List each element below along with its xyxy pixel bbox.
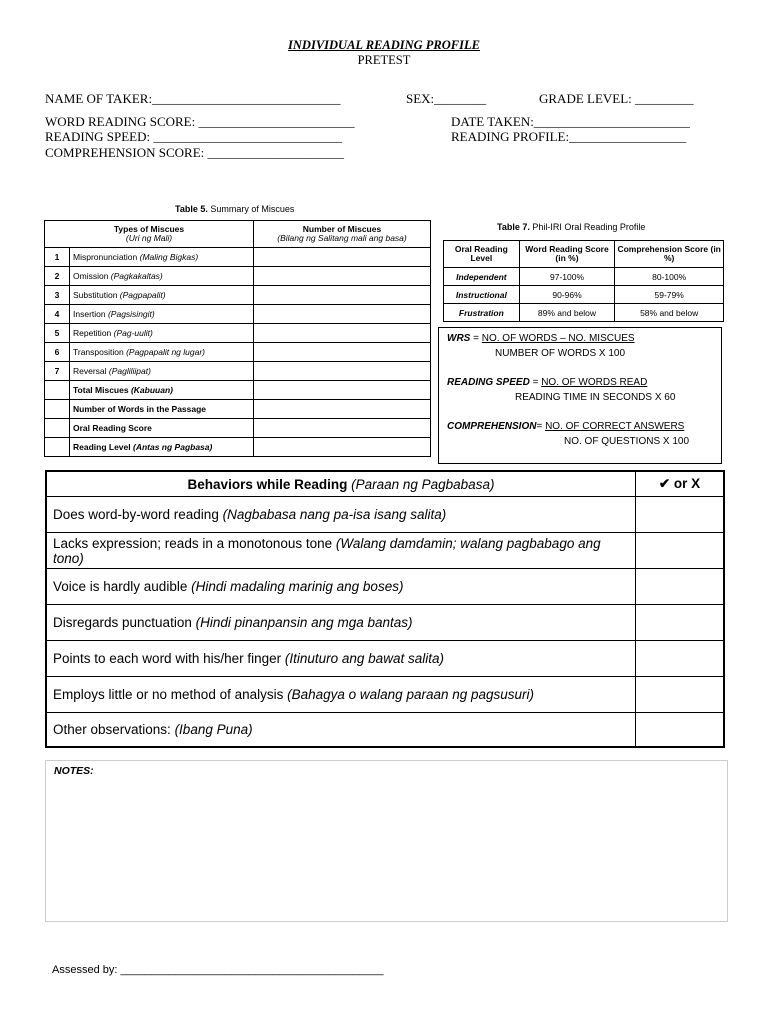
- check-cell[interactable]: [636, 497, 725, 533]
- check-cell[interactable]: [636, 713, 725, 747]
- table-row: Independent 97-100% 80-100%: [444, 268, 724, 286]
- check-cell[interactable]: [636, 605, 725, 641]
- miscue-count-cell[interactable]: [254, 267, 431, 286]
- comprehension-formula: COMPREHENSION= NO. OF CORRECT ANSWERS: [447, 421, 685, 432]
- formula-box: [438, 327, 722, 464]
- document-title: INDIVIDUAL READING PROFILE: [288, 38, 480, 52]
- reading-profile-field[interactable]: READING PROFILE:__________________: [451, 129, 687, 144]
- table-row: Points to each word with his/her finger (Itinuturo ang bawat salita): [46, 641, 724, 677]
- table-row: 5 Repetition (Pag-uulit): [45, 324, 431, 343]
- word-reading-score-field[interactable]: WORD READING SCORE: ________________________: [45, 114, 355, 129]
- notes-box[interactable]: [45, 760, 728, 922]
- table5-caption: Table 5. Summary of Miscues: [175, 204, 295, 214]
- table5-header-types: Types of Miscues (Uri ng Mali): [45, 221, 254, 248]
- table7-caption: Table 7. Phil-IRI Oral Reading Profile: [497, 222, 646, 232]
- reading-speed-field[interactable]: READING SPEED: _____________________________: [45, 129, 342, 144]
- assessed-by-field[interactable]: Assessed by: ___________________________________________: [52, 964, 384, 976]
- table-row: Lacks expression; reads in a monotonous tone (Walang damdamin; walang pagbabago ang tono): [46, 533, 724, 569]
- wrs-formula: WRS = NO. OF WORDS – NO. MISCUES: [447, 333, 635, 344]
- miscue-count-cell[interactable]: [254, 343, 431, 362]
- document-subtitle: PRETEST: [357, 53, 411, 67]
- number-of-words-cell[interactable]: [254, 400, 431, 419]
- grade-level-field[interactable]: GRADE LEVEL: _________: [539, 91, 694, 106]
- check-cell[interactable]: [636, 641, 725, 677]
- check-cell[interactable]: [636, 569, 725, 605]
- comprehension-score-field[interactable]: COMPREHENSION SCORE: _____________________: [45, 145, 345, 160]
- miscue-count-cell[interactable]: [254, 324, 431, 343]
- reading-speed-formula: READING SPEED = NO. OF WORDS READ: [447, 377, 648, 388]
- table-row: Number of Words in the Passage: [45, 400, 431, 419]
- table5-header-number: Number of Miscues (Bilang ng Salitang mali ang basa): [254, 221, 431, 248]
- reading-speed-denominator: READING TIME IN SECONDS X 60: [515, 392, 676, 403]
- table-row: 3 Substitution (Pagpapalit): [45, 286, 431, 305]
- notes-label: NOTES:: [54, 765, 94, 777]
- total-miscues-cell[interactable]: [254, 381, 431, 400]
- table-row: Does word-by-word reading (Nagbabasa nang pa-isa isang salita): [46, 497, 724, 533]
- miscue-count-cell[interactable]: [254, 286, 431, 305]
- behaviors-header: Behaviors while Reading (Paraan ng Pagbabasa): [46, 471, 636, 497]
- table-row: Oral Reading Score: [45, 419, 431, 438]
- name-of-taker-field[interactable]: NAME OF TAKER:_____________________________: [45, 91, 341, 106]
- table-row: Disregards punctuation (Hindi pinanpansin ang mga bantas): [46, 605, 724, 641]
- table-row: Other observations: (Ibang Puna): [46, 713, 724, 747]
- oral-reading-score-cell[interactable]: [254, 419, 431, 438]
- wrs-formula-denominator: NUMBER OF WORDS X 100: [495, 348, 626, 359]
- reading-level-cell[interactable]: [254, 438, 431, 457]
- check-header: ✔ or X: [636, 471, 725, 497]
- comprehension-denominator: NO. OF QUESTIONS X 100: [564, 436, 690, 447]
- table-row: 7 Reversal (Pagliliipat): [45, 362, 431, 381]
- table-row: Frustration 89% and below 58% and below: [444, 304, 724, 322]
- date-taken-field[interactable]: DATE TAKEN:________________________: [451, 114, 690, 129]
- miscue-count-cell[interactable]: [254, 248, 431, 267]
- miscue-count-cell[interactable]: [254, 305, 431, 324]
- sex-field[interactable]: SEX:________: [406, 91, 487, 106]
- table-row: Total Miscues (Kabuuan): [45, 381, 431, 400]
- table-row: 6 Transposition (Pagpapalit ng lugar): [45, 343, 431, 362]
- oral-reading-profile-table: Oral Reading Level Word Reading Score (in %) Comprehension Score (in %) Independent 97-100% 80-100% Instructional 90-96% 59-79% Frustration 89% and below 58% and below: [443, 240, 724, 322]
- check-cell[interactable]: [636, 677, 725, 713]
- table-row: Reading Level (Antas ng Pagbasa): [45, 438, 431, 457]
- table-row: Employs little or no method of analysis (Bahagya o walang paraan ng pagsusuri): [46, 677, 724, 713]
- behaviors-table: [45, 470, 725, 748]
- miscues-table: [44, 220, 431, 457]
- miscue-count-cell[interactable]: [254, 362, 431, 381]
- table-row: 2 Omission (Pagkakaltas): [45, 267, 431, 286]
- check-cell[interactable]: [636, 533, 725, 569]
- table-row: 4 Insertion (Pagsisingit): [45, 305, 431, 324]
- table-row: 1 Mispronunciation (Maling Bigkas): [45, 248, 431, 267]
- table-row: Voice is hardly audible (Hindi madaling marinig ang boses): [46, 569, 724, 605]
- table-row: Instructional 90-96% 59-79%: [444, 286, 724, 304]
